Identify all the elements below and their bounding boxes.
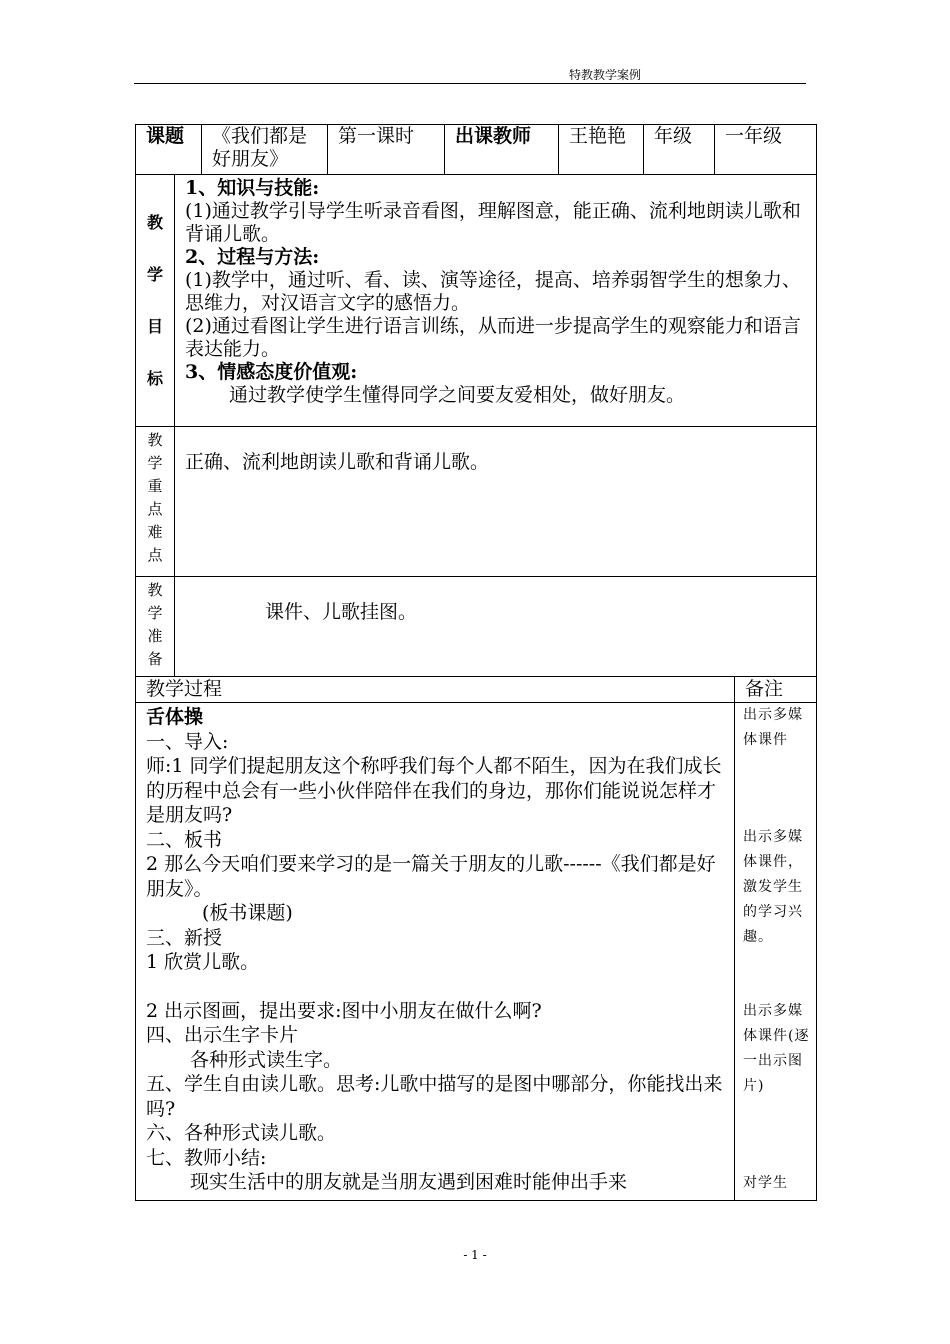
objective-text-3: (2)通过看图让学生进行语言训练，从而进一步提高学生的观察能力和语言表达能力。 [185,315,801,360]
note-4: 对学生 [743,1175,789,1191]
process-line: 师:1 同学们提起朋友这个称呼我们每个人都不陌生，因为在我们成长的历程中总会有一些小伙伴陪伴在我们的身边，那你们能说说怎样才是朋友吗? [146,755,722,826]
note-3: 出示多媒体课件(逐一出示图片) [743,1003,810,1094]
process-line: 二、板书 [146,828,223,851]
note-1: 出示多媒体课件 [743,707,804,748]
objectives-content [175,175,817,427]
notes-content [735,703,817,1201]
topic-label: 课题 [136,125,202,175]
grade-value: 一年级 [715,125,817,175]
process-line: 三、新授 [146,926,223,949]
process-line: 2 那么今天咱们要来学习的是一篇关于朋友的儿歌------《我们都是好朋友》。 [146,853,716,900]
objective-text-4: 通过教学使学生懂得同学之间要友爱相处，做好朋友。 [229,384,686,406]
process-line: 四、出示生字卡片 [146,1024,299,1046]
objective-heading-3: 3、情感态度价值观: [185,361,358,383]
keypoints-row [136,427,817,577]
process-label: 教学过程 [136,677,735,703]
notes-label: 备注 [735,677,817,703]
process-line: 舌体操 [146,706,204,728]
lesson-plan-table [135,124,817,1201]
title-row [136,125,817,175]
process-line: 七、教师小结: [146,1146,267,1169]
preparation-row [136,577,817,677]
preparation-label: 教 学 准 备 [136,577,175,677]
objective-heading-1: 1、知识与技能: [185,177,320,199]
keypoints-text: 正确、流利地朗读儿歌和背诵儿歌。 [175,427,817,577]
objectives-row [136,175,817,427]
teacher-name: 王艳艳 [559,125,644,175]
teacher-label: 出课教师 [445,125,559,175]
process-row [136,703,817,1201]
page-number: - 1 - [463,1248,487,1262]
process-line: (板书课题) [202,902,293,924]
process-line: 1 欣赏儿歌。 [146,951,260,973]
objective-text-2: (1)教学中，通过听、看、读、演等途径，提高、培养弱智学生的想象力、思维力，对汉语言文字的感悟力。 [185,269,801,314]
lesson-period: 第一课时 [328,125,445,175]
process-header-row [136,677,817,703]
process-line: 各种形式读生字。 [190,1048,343,1071]
objective-text-1: (1)通过教学引导学生听录音看图，理解图意，能正确、流利地朗读儿歌和背诵儿歌。 [185,200,801,245]
process-line: 2 出示图画，提出要求:图中小朋友在做什么啊? [146,999,542,1022]
keypoints-label: 教 学 重 点 难 点 [136,427,175,577]
process-line: 一、导入: [146,730,229,753]
grade-label: 年级 [644,125,715,175]
process-line: 现实生活中的朋友就是当朋友遇到困难时能伸出手来 [190,1171,628,1193]
page-header-title: 特教教学案例 [569,68,642,82]
process-line: 五、学生自由读儿歌。思考:儿歌中描写的是图中哪部分，你能找出来吗? [146,1073,723,1120]
preparation-text: 课件、儿歌挂图。 [175,577,817,677]
objective-heading-2: 2、过程与方法: [185,246,320,268]
process-line: 六、各种形式读儿歌。 [146,1122,337,1144]
blank-line [146,975,728,999]
process-content [136,703,735,1201]
note-2: 出示多媒体课件，激发学生的学习兴趣。 [743,829,804,945]
header-divider [134,83,806,84]
objectives-label: 教 学 目 标 [136,175,175,427]
topic-title: 《我们都是 好朋友》 [202,125,328,175]
